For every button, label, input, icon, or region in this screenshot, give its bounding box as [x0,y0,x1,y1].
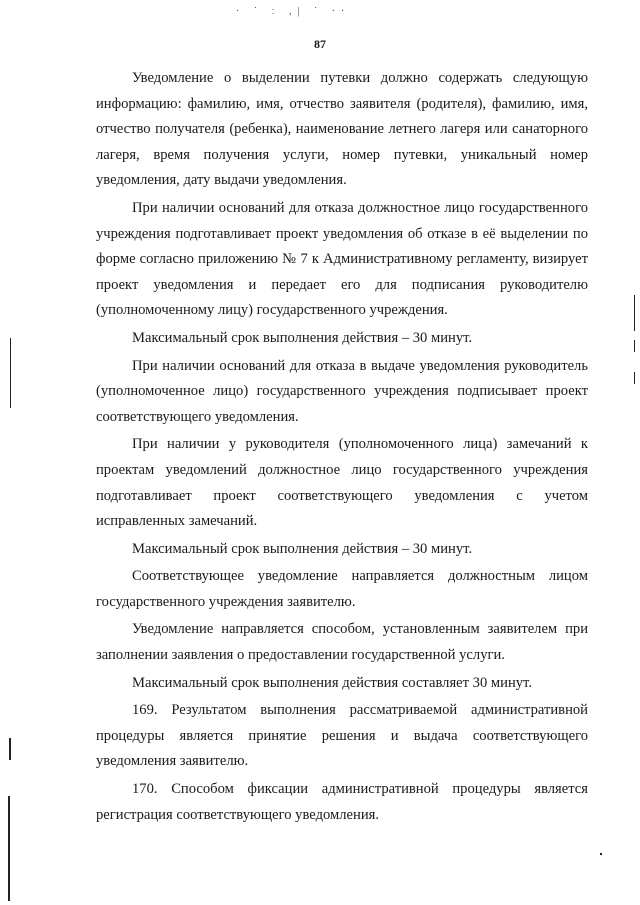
paragraph-sent-to-applicant: Соответствующее уведомление направляется должностным лицом государственного учреждения заявителю. [96,568,588,610]
paragraph-max-time-2: Максимальный срок выполнения действия – 30 минут. [132,540,473,557]
scan-artifact-left-3 [8,796,10,901]
document-body [96,66,588,828]
scan-artifact-left-1 [10,338,11,408]
page-number: 87 [314,37,326,51]
scan-artifact-right-3 [634,372,635,384]
paragraph-max-time-1: Максимальный срок выполнения действия – 30 минут. [132,329,473,346]
paragraph-notification-content: Уведомление о выделении путевки должно содержать следующую информацию: фамилию, имя, отчество заявителя (родителя), фамилию, имя, отчество получателя (ребенка), наименование летнего лагеря или санаторного лагеря, время получения услуги, номер путевки, уникальный номер уведомления, дату выдачи уведомления. [96,70,588,189]
paragraph-refusal-grounds: При наличии оснований для отказа должностное лицо государственного учреждения подготавливает проект уведомления об отказе в её выделении по форме согласно приложению № 7 к Административному регламенту, визирует проект уведомления и передает его для подписания руководителю (уполномоченному лицу) государственного учреждения. [96,199,588,319]
scan-artifact-left-2 [9,738,11,760]
paragraph-delivery-method: Уведомление направляется способом, установленным заявителем при заполнении заявления о предоставлении государственной услуги. [96,621,588,664]
paragraph-head-signs: При наличии оснований для отказа в выдаче уведомления руководитель (уполномоченное лицо) государственного учреждения подписывает проект соответствующего уведомления. [96,357,588,425]
paragraph-169-result: 169. Результатом выполнения рассматриваемой административной процедуры является принятие решения и выдача соответствующего уведомления заявителю. [96,702,588,770]
scan-artifact-right-2 [634,340,635,352]
paragraph-170-fixation: 170. Способом фиксации административной процедуры является регистрация соответствующего уведомления. [96,781,588,823]
scan-artifact-dot [600,853,602,855]
paragraph-remarks: При наличии у руководителя (уполномоченного лица) замечаний к проектам уведомлений должностное лицо государственного учреждения подготавливает проект соответствующего уведомления с учетом исправленных замечаний. [96,436,588,530]
paragraph-max-time-3: Максимальный срок выполнения действия составляет 30 минут. [132,674,532,691]
scan-artifact-right-1 [634,295,635,331]
scan-noise-marks: · ˙ ː ,| ˙ ‧‧ [236,6,351,17]
